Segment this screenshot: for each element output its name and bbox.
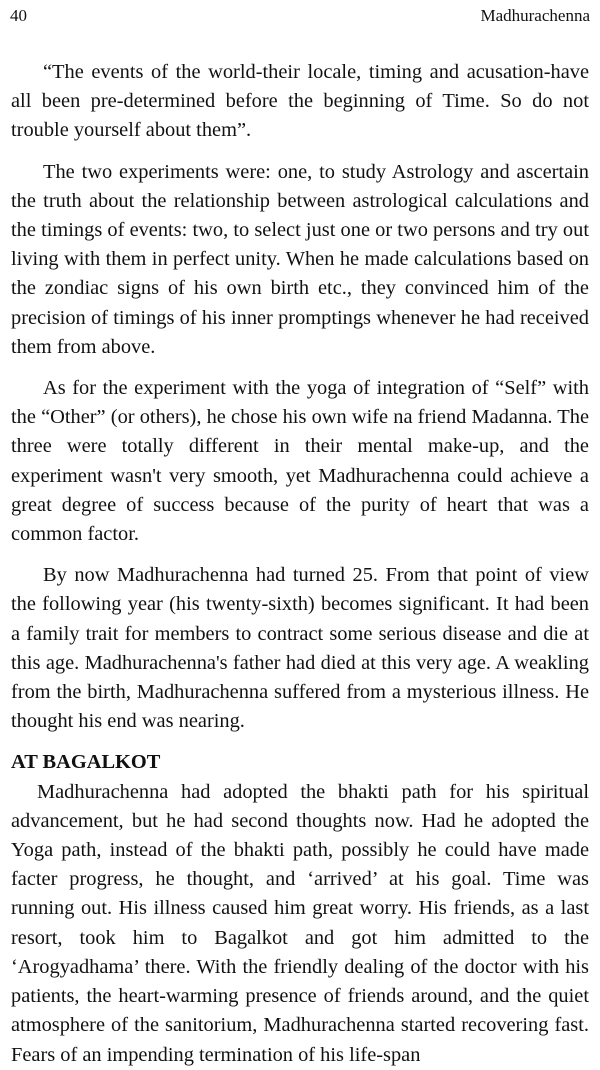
paragraph-yoga-integration: As for the experiment with the yoga of integration of “Self” with the “Other” (or others), he chose his own wife na friend Madanna. The three were totally different in their mental make-up, and the experiment wasn't very smooth, yet Madhurachenna could achieve a great degree of success because of the purity of heart that was a common factor. <box>11 377 589 546</box>
body-text <box>11 58 589 1070</box>
paragraph-experiments: The two experiments were: one, to study Astrology and ascertain the truth about the relationship between astrological calculations and the timings of events: two, to select just one or two persons and try out living with them in perfect unity. When he made calculations based on the zondiac signs of his own birth etc., they convinced him of the precision of timings of his inner promptings whenever he had received them from above. <box>11 160 589 358</box>
paragraph-illness: By now Madhurachenna had turned 25. From that point of view the following year (his twenty-sixth) becomes significant. It had been a family trait for members to contract some serious disease and die at this age. Madhurachenna's father had died at this very age. A weakling from the birth, Madhurachenna suffered from a mysterious illness. He thought his end was nearing. <box>11 564 589 733</box>
paragraph-quote: “The events of the world-their locale, timing and acusation-have all been pre-determined before the beginning of Time. So do not trouble yourself about them”. <box>11 61 589 142</box>
section-heading: AT BAGALKOT <box>11 751 161 774</box>
running-head <box>10 4 590 28</box>
running-title: Madhurachenna <box>480 6 590 25</box>
paragraph-bagalkot: Madhurachenna had adopted the bhakti path for his spiritual advancement, but he had second thoughts now. Had he adopted the Yoga path, instead of the bhakti path, possibly he could have made facter progress, he thought, and ‘arrived’ at his goal. Time was running out. His illness caused him great worry. His friends, as a last resort, took him to Bagalkot and got him admitted to the ‘Arogyadhama’ there. With the friendly dealing of the doctor with his patients, the heart-warming presence of friends around, and the quiet atmosphere of the sanitorium, Madhurachenna started recovering fast. Fears of an impending termination of his life-span <box>11 780 589 1066</box>
page-number: 40 <box>10 6 27 25</box>
